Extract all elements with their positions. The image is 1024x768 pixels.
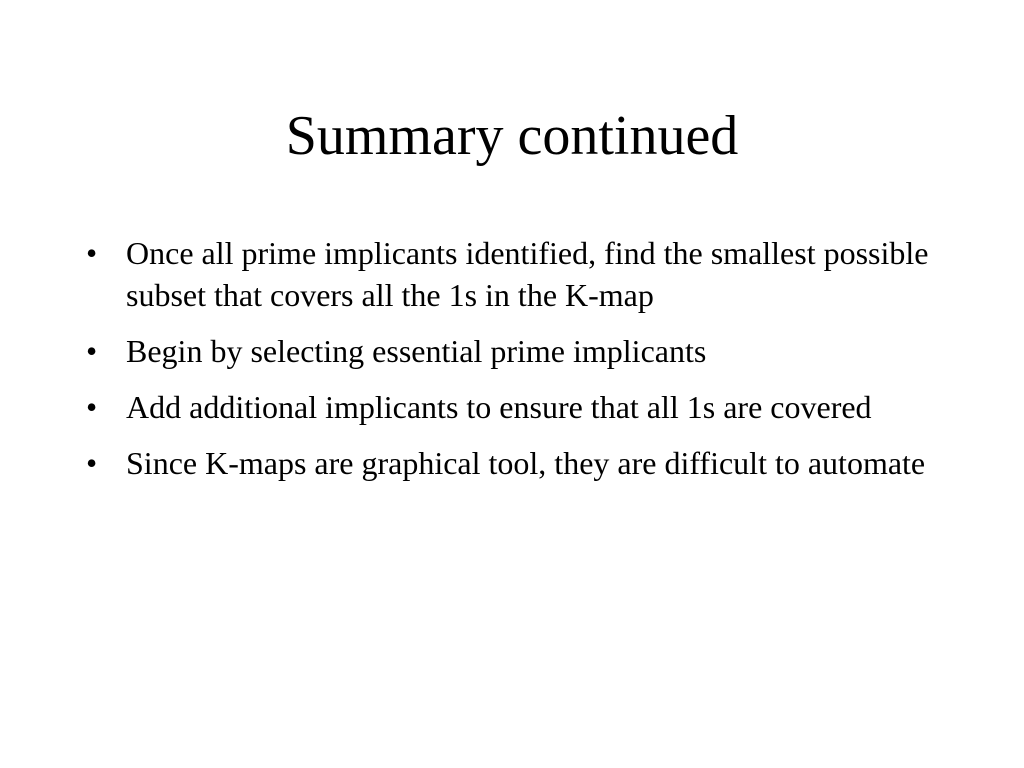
slide-title: Summary continued [285,105,739,167]
bullet-item: • Begin by selecting essential prime implicants [82,330,952,372]
bullet-item: • Since K-maps are graphical tool, they are difficult to automate [82,442,952,484]
bullet-item: • Once all prime implicants identified, find the smallest possible subset that covers all the 1s in the K-map [82,232,952,316]
bullet-item: • Add additional implicants to ensure that all 1s are covered [82,386,952,428]
bullet-list [82,232,952,498]
